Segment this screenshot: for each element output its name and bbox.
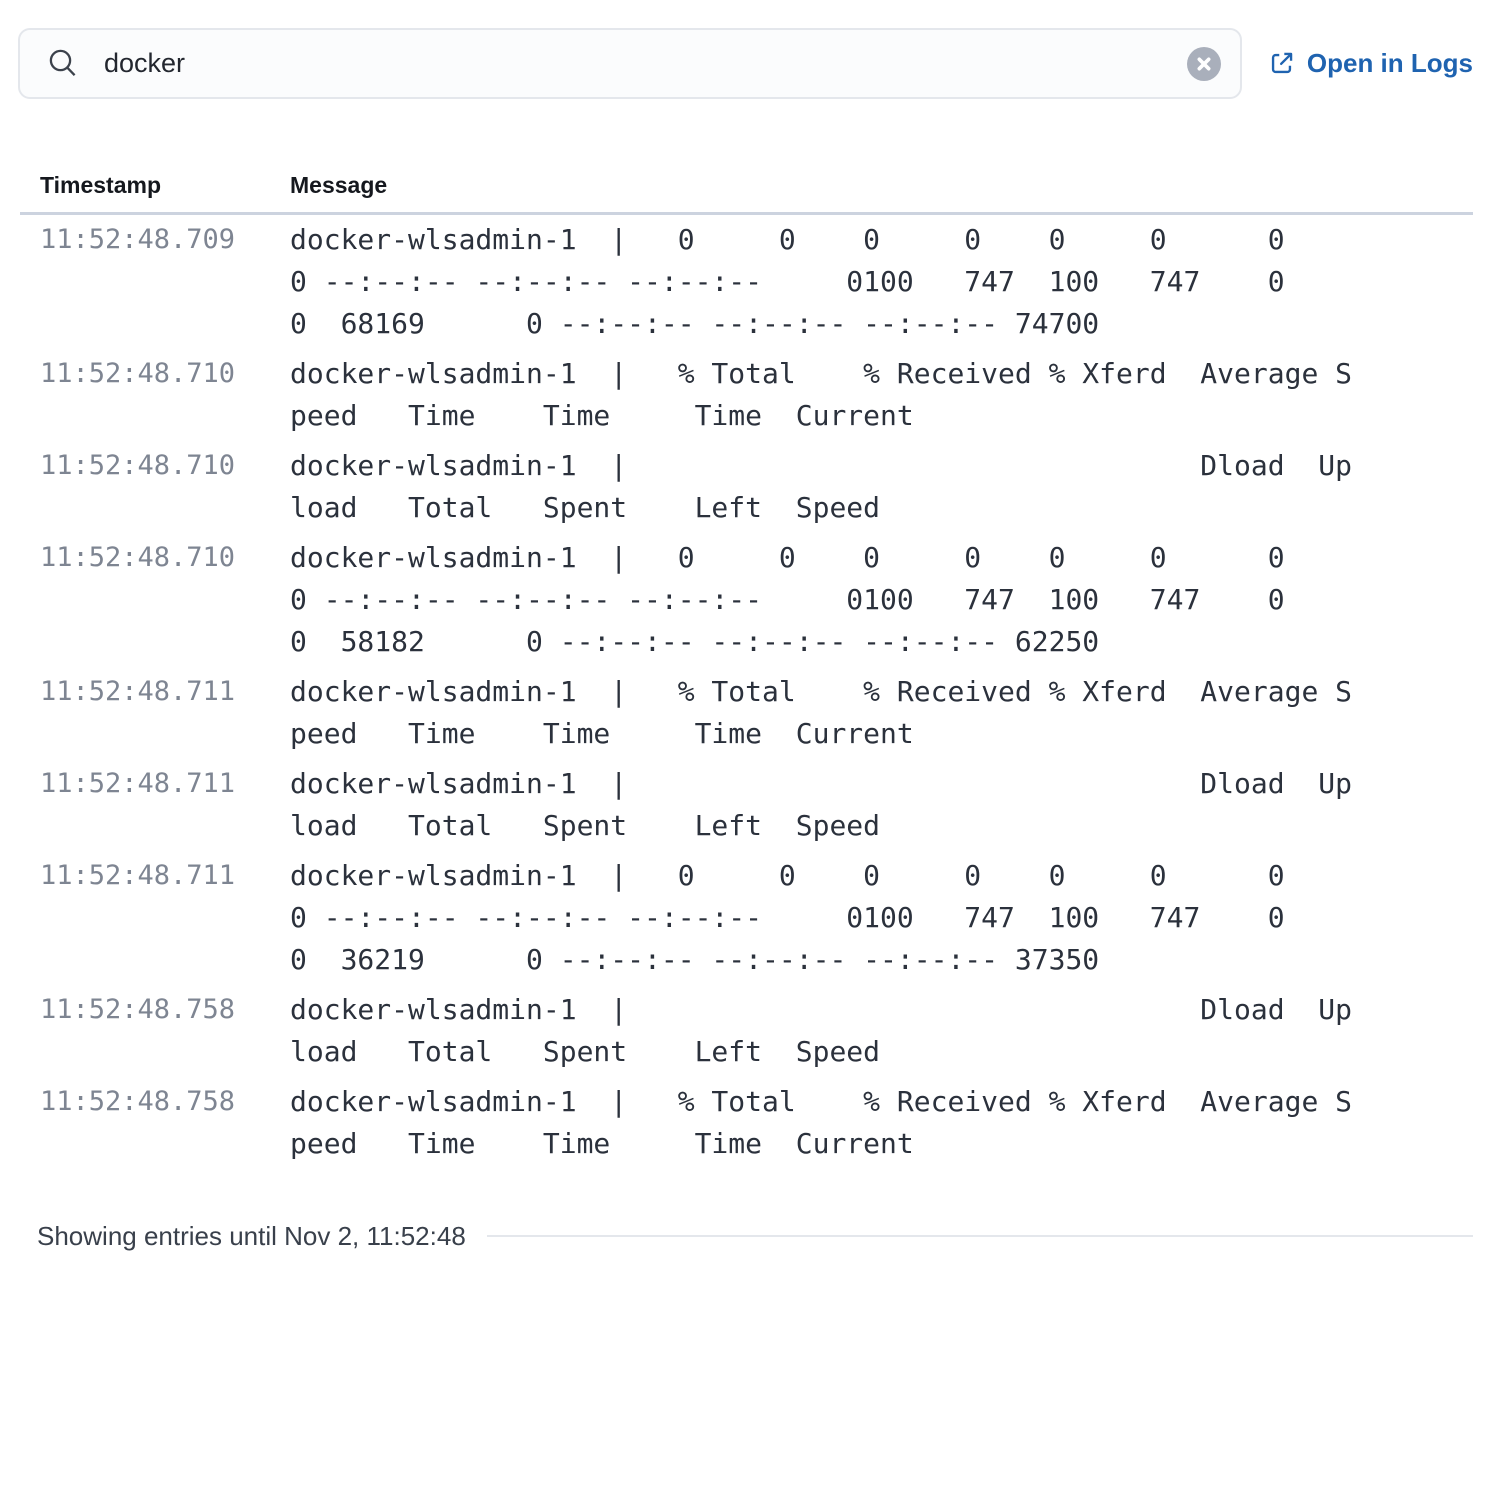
clear-circle-x-icon: [1187, 47, 1221, 81]
toolbar: [18, 28, 1473, 99]
log-timestamp: 11:52:48.711: [40, 768, 236, 799]
log-message-line: peed Time Time Time Current: [290, 399, 914, 432]
search-input[interactable]: [102, 47, 1165, 80]
log-message-line: load Total Spent Left Speed: [290, 809, 881, 842]
log-message-line: docker-wlsadmin-1 | Dload Up: [290, 767, 1353, 800]
log-message-line: docker-wlsadmin-1 | 0 0 0 0 0 0 0: [290, 223, 1285, 256]
column-header-timestamp: Timestamp: [40, 172, 162, 198]
column-header-message: Message: [290, 172, 388, 198]
log-row: [0, 759, 1512, 851]
log-timestamp: 11:52:48.710: [40, 450, 236, 481]
log-message-line: docker-wlsadmin-1 | 0 0 0 0 0 0 0: [290, 859, 1285, 892]
log-message: [290, 1081, 1512, 1165]
log-timestamp: 11:52:48.710: [40, 358, 236, 389]
log-message: [290, 219, 1512, 345]
log-message-line: docker-wlsadmin-1 | % Total % Received % Xferd Average S: [290, 1085, 1353, 1118]
log-message-line: 0 58182 0 --:--:-- --:--:-- --:--:-- 62250: [290, 625, 1100, 658]
search-box[interactable]: [18, 28, 1242, 99]
log-timestamp: 11:52:48.711: [40, 676, 236, 707]
log-row: [0, 985, 1512, 1077]
log-row: [0, 667, 1512, 759]
log-message-line: 0 68169 0 --:--:-- --:--:-- --:--:-- 74700: [290, 307, 1100, 340]
log-message: [290, 763, 1512, 847]
log-message: [290, 353, 1512, 437]
log-message-line: 0 --:--:-- --:--:-- --:--:-- 0100 747 100 747 0: [290, 265, 1285, 298]
external-link-icon: [1268, 50, 1295, 77]
footer-divider: [487, 1235, 1473, 1237]
log-row: [0, 441, 1512, 533]
log-message-line: docker-wlsadmin-1 | Dload Up: [290, 449, 1353, 482]
log-message-line: peed Time Time Time Current: [290, 1127, 914, 1160]
log-row: [0, 533, 1512, 667]
table-header: [40, 171, 1512, 199]
log-message-line: 0 36219 0 --:--:-- --:--:-- --:--:-- 37350: [290, 943, 1100, 976]
clear-search-button[interactable]: [1187, 47, 1221, 81]
open-in-logs-label: Open in Logs: [1306, 48, 1473, 78]
log-message: [290, 445, 1512, 529]
log-timestamp: 11:52:48.758: [40, 994, 236, 1025]
log-message-line: 0 --:--:-- --:--:-- --:--:-- 0100 747 100 747 0: [290, 901, 1285, 934]
log-message-line: load Total Spent Left Speed: [290, 491, 881, 524]
log-row: [0, 851, 1512, 985]
log-message-line: docker-wlsadmin-1 | % Total % Received % Xferd Average S: [290, 357, 1353, 390]
log-message-line: docker-wlsadmin-1 | % Total % Received % Xferd Average S: [290, 675, 1353, 708]
log-message: [290, 989, 1512, 1073]
search-icon: [46, 47, 80, 81]
log-message-line: 0 --:--:-- --:--:-- --:--:-- 0100 747 100 747 0: [290, 583, 1285, 616]
log-message: [290, 537, 1512, 663]
log-message: [290, 855, 1512, 981]
log-message-line: docker-wlsadmin-1 | Dload Up: [290, 993, 1353, 1026]
log-message-line: peed Time Time Time Current: [290, 717, 914, 750]
log-message-line: load Total Spent Left Speed: [290, 1035, 881, 1068]
log-timestamp: 11:52:48.709: [40, 224, 236, 255]
footer-status-text: Showing entries until Nov 2, 11:52:48: [37, 1221, 466, 1251]
log-row: [0, 215, 1512, 349]
log-timestamp: 11:52:48.710: [40, 542, 236, 573]
open-in-logs-link[interactable]: [1268, 48, 1473, 79]
log-timestamp: 11:52:48.711: [40, 860, 236, 891]
log-row: [0, 349, 1512, 441]
log-message: [290, 671, 1512, 755]
log-timestamp: 11:52:48.758: [40, 1086, 236, 1117]
log-table-body: [0, 215, 1512, 1169]
log-row: [0, 1077, 1512, 1169]
footer: [37, 1221, 1473, 1251]
log-message-line: docker-wlsadmin-1 | 0 0 0 0 0 0 0: [290, 541, 1285, 574]
